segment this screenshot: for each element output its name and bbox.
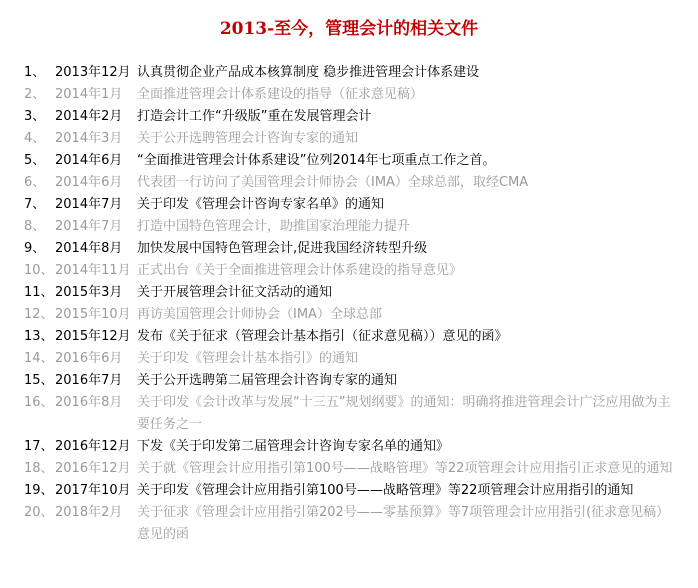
list-item[interactable] (0, 62, 698, 84)
item-date: 2015年3月 (55, 285, 123, 300)
document-list (0, 62, 698, 546)
item-number: 19、 (24, 483, 54, 498)
item-date: 2014年7月 (55, 219, 123, 234)
item-date: 2017年10月 (55, 483, 131, 498)
list-item[interactable] (0, 348, 698, 370)
item-date: 2014年2月 (55, 109, 123, 124)
list-item[interactable] (0, 172, 698, 194)
item-date: 2018年2月 (55, 505, 123, 520)
page-title: 2013-至今，管理会计的相关文件 (219, 19, 479, 39)
list-item[interactable] (0, 150, 698, 172)
list-item[interactable] (0, 106, 698, 128)
list-item[interactable] (0, 392, 698, 436)
item-title: 关于印发《会计改革与发展“十三五”规划纲要》的通知：明确将推进管理会计广泛应用做为主要任务之一 (137, 395, 671, 432)
item-date: 2016年12月 (55, 461, 131, 476)
item-title: 认真贯彻企业产品成本核算制度 稳步推进管理会计体系建设 (137, 65, 480, 80)
item-title: 代表团一行访问了美国管理会计师协会（IMA）全球总部，取经CMA (137, 175, 529, 190)
item-title: 全面推进管理会计体系建设的指导（征求意见稿） (137, 87, 424, 102)
item-date: 2014年11月 (55, 263, 131, 278)
item-title: 发布《关于征求（管理会计基本指引（征求意见稿））意见的函》 (137, 329, 508, 344)
item-number: 13、 (24, 329, 54, 344)
list-item[interactable] (0, 238, 698, 260)
item-title: 下发《关于印发第二届管理会计咨询专家名单的通知》 (137, 439, 450, 454)
item-number: 14、 (24, 351, 54, 366)
item-title: 打造会计工作“升级版”重在发展管理会计 (137, 109, 372, 124)
item-date: 2016年6月 (55, 351, 123, 366)
item-date: 2014年6月 (55, 153, 123, 168)
item-number: 12、 (24, 307, 54, 322)
item-number: 2、 (24, 87, 46, 102)
item-date: 2014年6月 (55, 175, 123, 190)
list-item[interactable] (0, 260, 698, 282)
item-number: 5、 (24, 153, 46, 168)
item-number: 9、 (24, 241, 46, 256)
item-title: 关于就《管理会计应用指引第100号——战略管理》等22项管理会计应用指引正求意见的通知 (137, 461, 673, 476)
item-number: 15、 (24, 373, 54, 388)
list-item[interactable] (0, 194, 698, 216)
item-title: 关于公开选聘管理会计咨询专家的通知 (137, 131, 359, 146)
list-item[interactable] (0, 458, 698, 480)
item-number: 18、 (24, 461, 54, 476)
item-title: 关于征求《管理会计应用指引第202号——零基预算》等7项管理会计应用指引(征求意见稿）意见的函 (137, 505, 670, 542)
list-item[interactable] (0, 370, 698, 392)
item-title: 再访美国管理会计师协会（IMA）全球总部 (137, 307, 382, 322)
item-date: 2016年7月 (55, 373, 123, 388)
list-item[interactable] (0, 480, 698, 502)
item-date: 2013年12月 (55, 65, 131, 80)
item-number: 3、 (24, 109, 46, 124)
item-number: 10、 (24, 263, 54, 278)
item-title: 关于公开选聘第二届管理会计咨询专家的通知 (137, 373, 398, 388)
item-date: 2014年8月 (55, 241, 123, 256)
list-item[interactable] (0, 502, 698, 546)
item-number: 6、 (24, 175, 46, 190)
list-item[interactable] (0, 282, 698, 304)
list-item[interactable] (0, 128, 698, 150)
item-number: 1、 (24, 65, 46, 80)
list-item[interactable] (0, 304, 698, 326)
item-title: 关于印发《管理会计基本指引》的通知 (137, 351, 359, 366)
item-number: 20、 (24, 505, 54, 520)
item-date: 2015年10月 (55, 307, 131, 322)
item-number: 7、 (24, 197, 46, 212)
list-item[interactable] (0, 216, 698, 238)
item-number: 4、 (24, 131, 46, 146)
item-title: 打造中国特色管理会计，助推国家治理能力提升 (137, 219, 411, 234)
item-title: 关于开展管理会计征文活动的通知 (137, 285, 333, 300)
item-title: 加快发展中国特色管理会计,促进我国经济转型升级 (137, 241, 428, 256)
item-date: 2016年12月 (55, 439, 131, 454)
list-item[interactable] (0, 326, 698, 348)
item-date: 2014年1月 (55, 87, 123, 102)
item-date: 2014年3月 (55, 131, 123, 146)
item-date: 2016年8月 (55, 395, 123, 410)
item-date: 2015年12月 (55, 329, 131, 344)
list-item[interactable] (0, 436, 698, 458)
item-number: 17、 (24, 439, 54, 454)
list-item[interactable] (0, 84, 698, 106)
item-number: 16、 (24, 395, 54, 410)
item-number: 11、 (24, 285, 54, 300)
item-title: 关于印发《管理会计咨询专家名单》的通知 (137, 197, 385, 212)
item-number: 8、 (24, 219, 46, 234)
item-date: 2014年7月 (55, 197, 123, 212)
item-title: “全面推进管理会计体系建设”位列2014年七项重点工作之首。 (137, 153, 496, 168)
item-title: 关于印发《管理会计应用指引第100号——战略管理》等22项管理会计应用指引的通知 (137, 483, 634, 498)
item-title: 正式出台《关于全面推进管理会计体系建设的指导意见》 (137, 263, 463, 278)
